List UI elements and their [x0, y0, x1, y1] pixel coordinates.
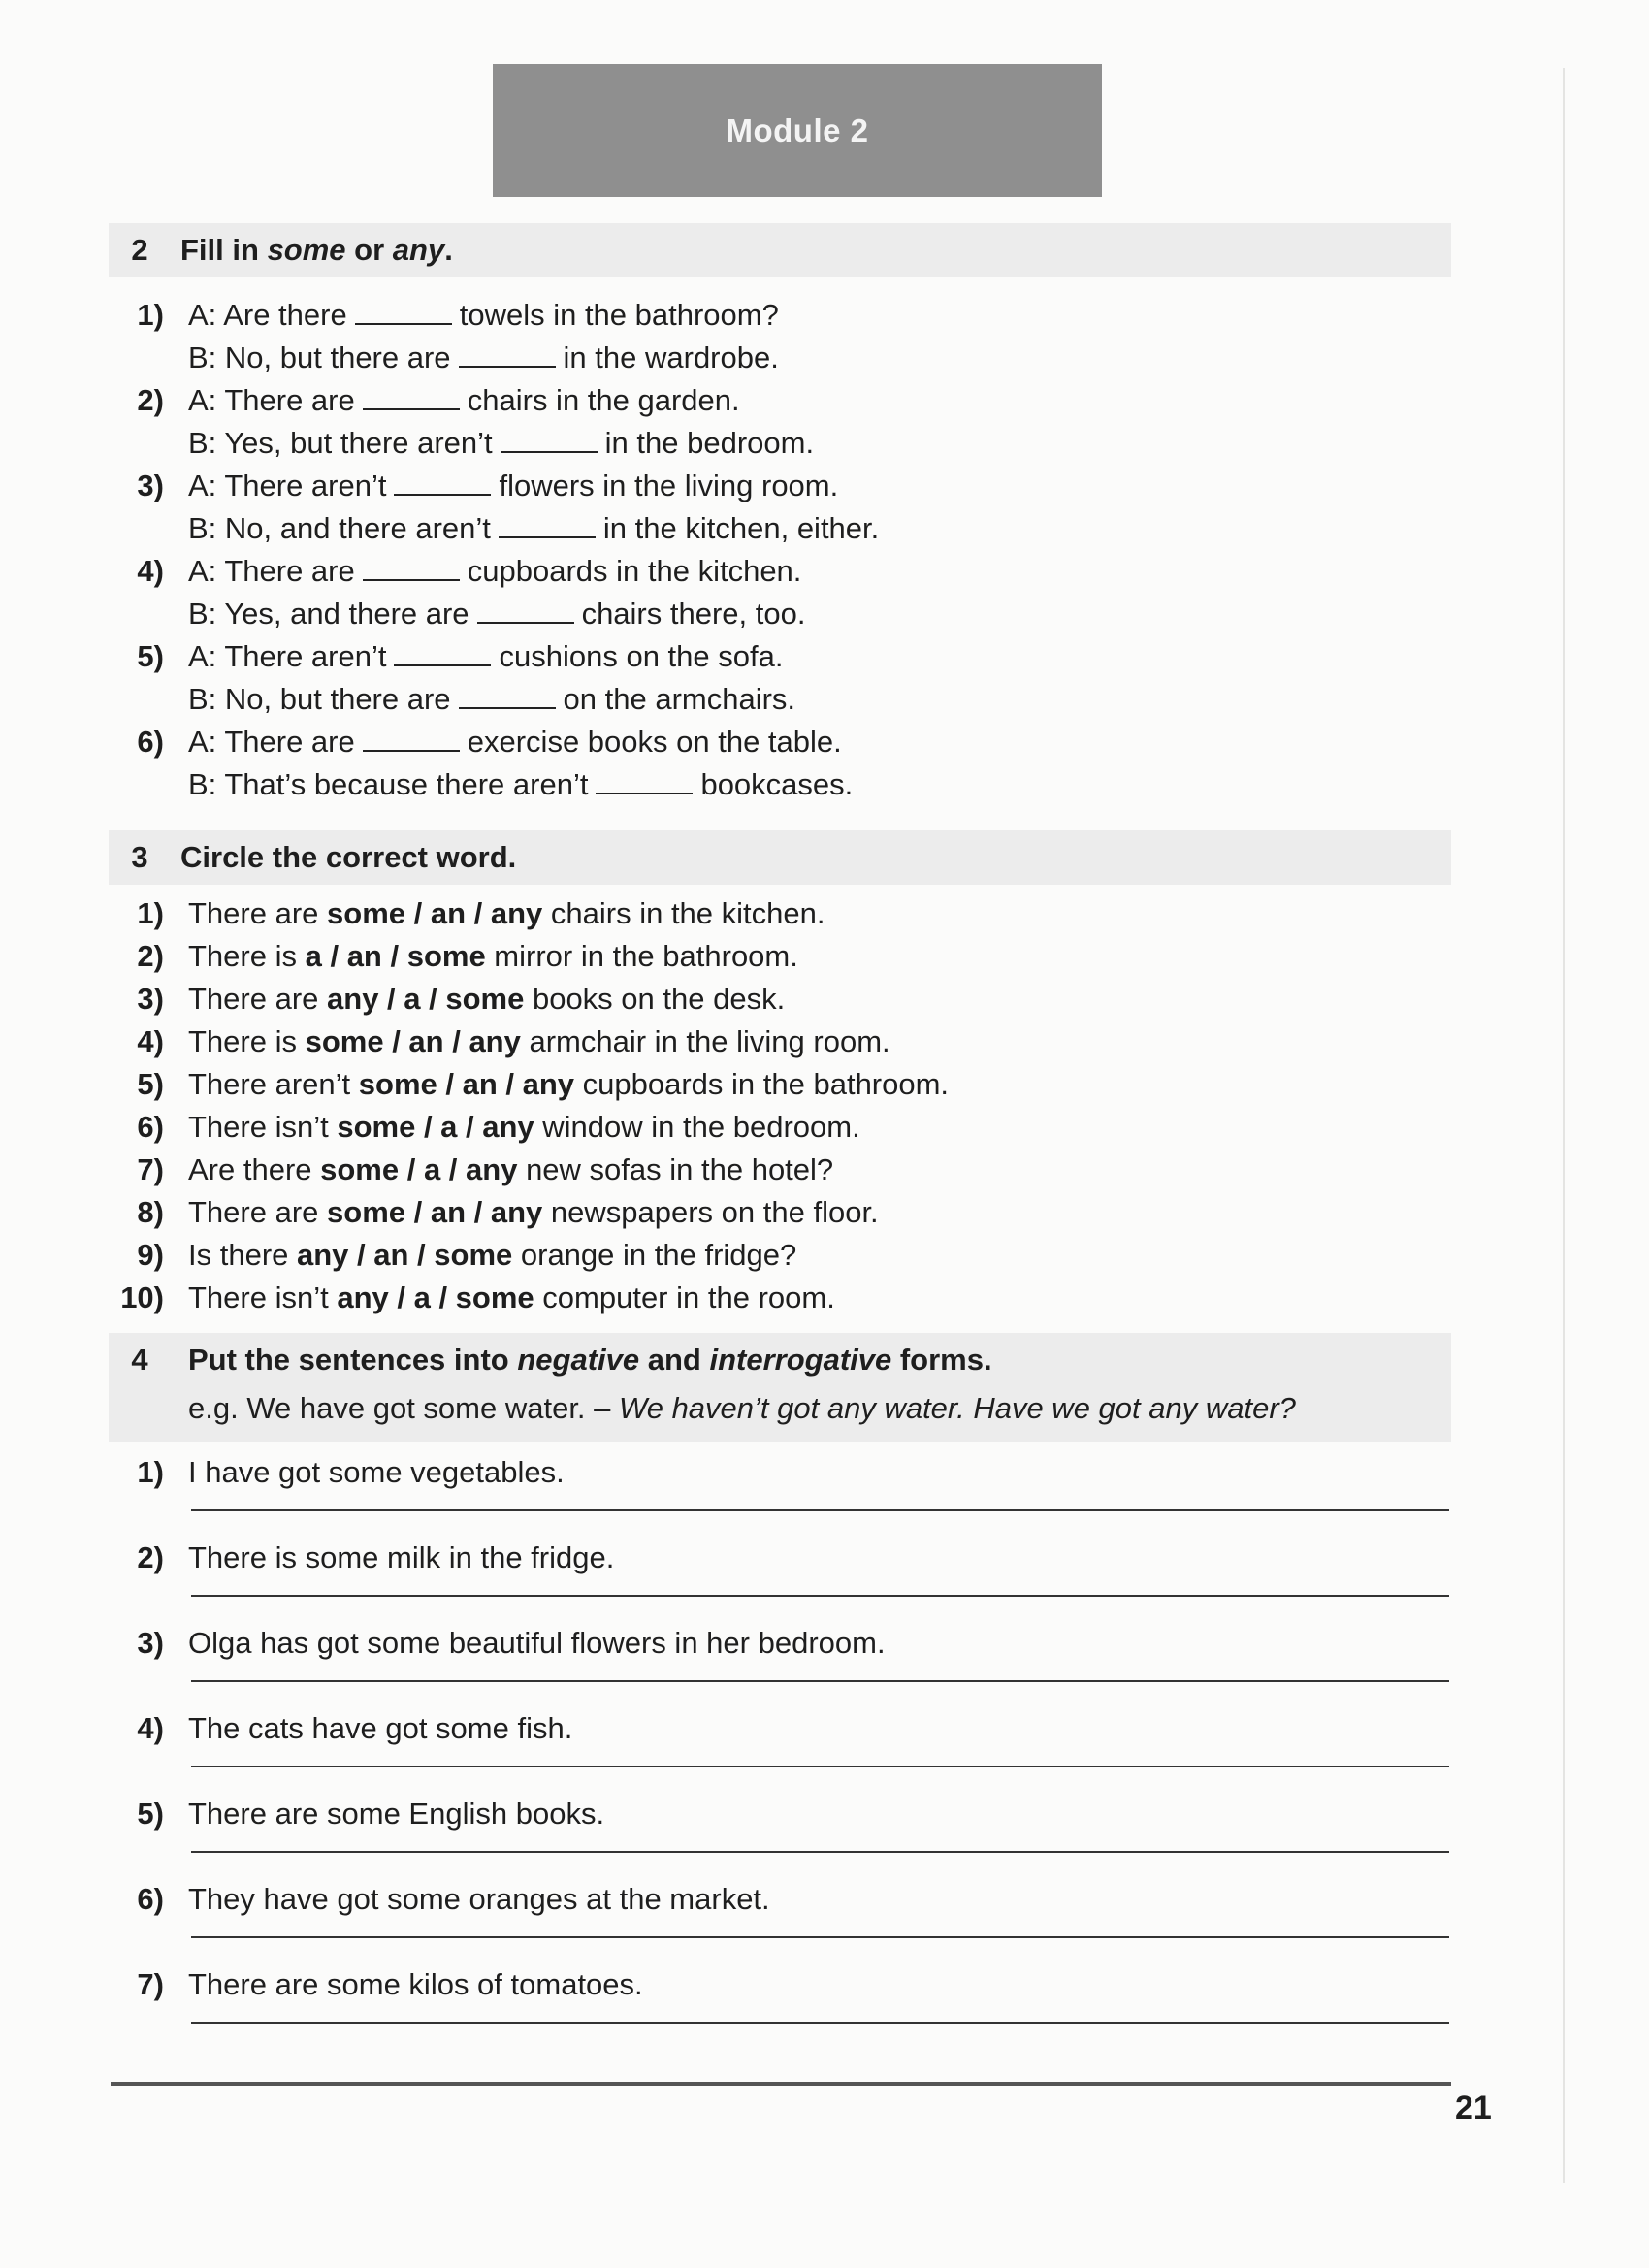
- section-2-exercises: [109, 294, 1467, 806]
- exercise-item: [109, 1537, 1467, 1622]
- sentence: The cats have got some fish.: [188, 1711, 573, 1745]
- exercise-item: [109, 1963, 1467, 2049]
- exercise-item: 5) There aren’t some / an / any cupboards in the bathroom.: [109, 1063, 1467, 1106]
- exercise-item: 1) There are some / an / any chairs in the kitchen.: [109, 892, 1467, 935]
- dialogue-line-b: B: Yes, but there aren’t in the bedroom.: [188, 426, 815, 460]
- answer-blank[interactable]: [363, 554, 460, 581]
- exercise-item: 8) There are some / an / any newspapers on the floor.: [109, 1191, 1467, 1234]
- page-number: 21: [1455, 2090, 1492, 2126]
- item-number: 6): [137, 1882, 164, 1916]
- item-number: 4): [137, 1711, 164, 1745]
- word-options[interactable]: some / an / any: [327, 896, 543, 930]
- answer-blank[interactable]: [459, 340, 556, 368]
- exercise-item: [109, 550, 1467, 635]
- word-options[interactable]: some / an / any: [305, 1024, 521, 1058]
- exercise-item: [109, 294, 1467, 379]
- sentence: Olga has got some beautiful flowers in her bedroom.: [188, 1626, 886, 1660]
- answer-blank[interactable]: [394, 639, 491, 666]
- answer-blank[interactable]: [363, 383, 460, 410]
- item-number: 3): [137, 1626, 164, 1660]
- answer-line[interactable]: [191, 1851, 1449, 1853]
- word-options[interactable]: any / an / some: [297, 1238, 513, 1272]
- item-number: 5): [137, 1797, 164, 1831]
- section-title: Put the sentences into negative and interrogative forms.: [188, 1343, 992, 1377]
- answer-blank[interactable]: [477, 597, 574, 624]
- exercise-item: 7) Are there some / a / any new sofas in the hotel?: [109, 1149, 1467, 1191]
- item-number: 9): [137, 1238, 164, 1272]
- exercise-item: [109, 721, 1467, 806]
- exercise-item: [109, 1793, 1467, 1878]
- word-options[interactable]: some / a / any: [320, 1152, 518, 1186]
- answer-line[interactable]: [191, 1595, 1449, 1597]
- exercise-item: 4) There is some / an / any armchair in the living room.: [109, 1021, 1467, 1063]
- word-options[interactable]: some / an / any: [327, 1195, 543, 1229]
- dialogue-line-a: A: There aren’t cushions on the sofa.: [188, 639, 784, 673]
- module-title: Module 2: [726, 112, 869, 148]
- exercise-item: [109, 1622, 1467, 1707]
- dialogue-line-a: A: There are chairs in the garden.: [188, 383, 740, 417]
- answer-line[interactable]: [191, 2022, 1449, 2024]
- sentence: There are some kilos of tomatoes.: [188, 1967, 643, 2001]
- word-options[interactable]: any / a / some: [327, 982, 525, 1016]
- dialogue-line-b: B: No, but there are on the armchairs.: [188, 682, 796, 716]
- exercise-item: 9) Is there any / an / some orange in the fridge?: [109, 1234, 1467, 1277]
- exercise-item: 2) There is a / an / some mirror in the bathroom.: [109, 935, 1467, 978]
- module-banner: [493, 64, 1102, 197]
- exercise-item: 3) There are any / a / some books on the desk.: [109, 978, 1467, 1021]
- section-number: 2: [131, 233, 148, 267]
- dialogue-line-a: A: There aren’t flowers in the living room.: [188, 469, 839, 502]
- section-number: 4: [131, 1343, 148, 1377]
- answer-blank[interactable]: [499, 511, 596, 538]
- answer-line[interactable]: [191, 1680, 1449, 1682]
- item-number: 7): [137, 1152, 164, 1186]
- answer-blank[interactable]: [596, 767, 693, 794]
- item-number: 1): [137, 298, 164, 332]
- answer-line[interactable]: [191, 1766, 1449, 1767]
- sentence: I have got some vegetables.: [188, 1455, 565, 1489]
- dialogue-line-a: A: There are cupboards in the kitchen.: [188, 554, 802, 588]
- exercise-item: [109, 1878, 1467, 1963]
- section-title: Circle the correct word.: [180, 840, 517, 874]
- dialogue-line-a: A: Are there towels in the bathroom?: [188, 298, 779, 332]
- exercise-item: [109, 1451, 1467, 1537]
- item-number: 6): [137, 1110, 164, 1144]
- section-3-header: [109, 830, 1451, 885]
- exercise-item: [109, 635, 1467, 721]
- item-number: 2): [137, 939, 164, 973]
- item-number: 4): [137, 554, 164, 588]
- item-number: 8): [137, 1195, 164, 1229]
- dialogue-line-a: A: There are exercise books on the table.: [188, 725, 842, 759]
- exercise-item: [109, 379, 1467, 465]
- page-edge: [1563, 68, 1565, 2183]
- item-number: 5): [137, 1067, 164, 1101]
- item-number: 1): [137, 1455, 164, 1489]
- item-number: 10): [120, 1280, 164, 1314]
- section-3-exercises: [109, 892, 1467, 1319]
- word-options[interactable]: any / a / some: [337, 1280, 534, 1314]
- item-number: 3): [137, 982, 164, 1016]
- answer-line[interactable]: [191, 1509, 1449, 1511]
- dialogue-line-b: B: No, but there are in the wardrobe.: [188, 340, 779, 374]
- item-number: 6): [137, 725, 164, 759]
- dialogue-line-b: B: Yes, and there are chairs there, too.: [188, 597, 806, 631]
- item-number: 5): [137, 639, 164, 673]
- item-number: 4): [137, 1024, 164, 1058]
- exercise-item: 6) There isn’t some / a / any window in the bedroom.: [109, 1106, 1467, 1149]
- sentence: They have got some oranges at the market.: [188, 1882, 770, 1916]
- exercise-item: 10) There isn’t any / a / some computer in the room.: [109, 1277, 1467, 1319]
- example-sentence: e.g. We have got some water. – We haven’t got any water. Have we got any water?: [188, 1391, 1296, 1425]
- sentence: There are some English books.: [188, 1797, 605, 1831]
- section-2-header: [109, 223, 1451, 277]
- section-title: Fill in some or any.: [180, 233, 453, 267]
- item-number: 2): [137, 1540, 164, 1574]
- answer-line[interactable]: [191, 1936, 1449, 1938]
- answer-blank[interactable]: [459, 682, 556, 709]
- footer-rule: [111, 2082, 1451, 2086]
- section-4-header: [109, 1333, 1451, 1442]
- word-options[interactable]: some / a / any: [337, 1110, 534, 1144]
- sentence: There is some milk in the fridge.: [188, 1540, 615, 1574]
- exercise-item: [109, 1707, 1467, 1793]
- answer-blank[interactable]: [355, 298, 452, 325]
- answer-blank[interactable]: [363, 725, 460, 752]
- item-number: 1): [137, 896, 164, 930]
- item-number: 2): [137, 383, 164, 417]
- word-options[interactable]: a / an / some: [305, 939, 486, 973]
- exercise-item: [109, 465, 1467, 550]
- section-number: 3: [131, 840, 148, 874]
- word-options[interactable]: some / an / any: [358, 1067, 575, 1101]
- answer-blank[interactable]: [501, 426, 598, 453]
- answer-blank[interactable]: [394, 469, 491, 496]
- dialogue-line-b: B: No, and there aren’t in the kitchen, either.: [188, 511, 880, 545]
- dialogue-line-b: B: That’s because there aren’t bookcases.: [188, 767, 854, 801]
- item-number: 7): [137, 1967, 164, 2001]
- item-number: 3): [137, 469, 164, 502]
